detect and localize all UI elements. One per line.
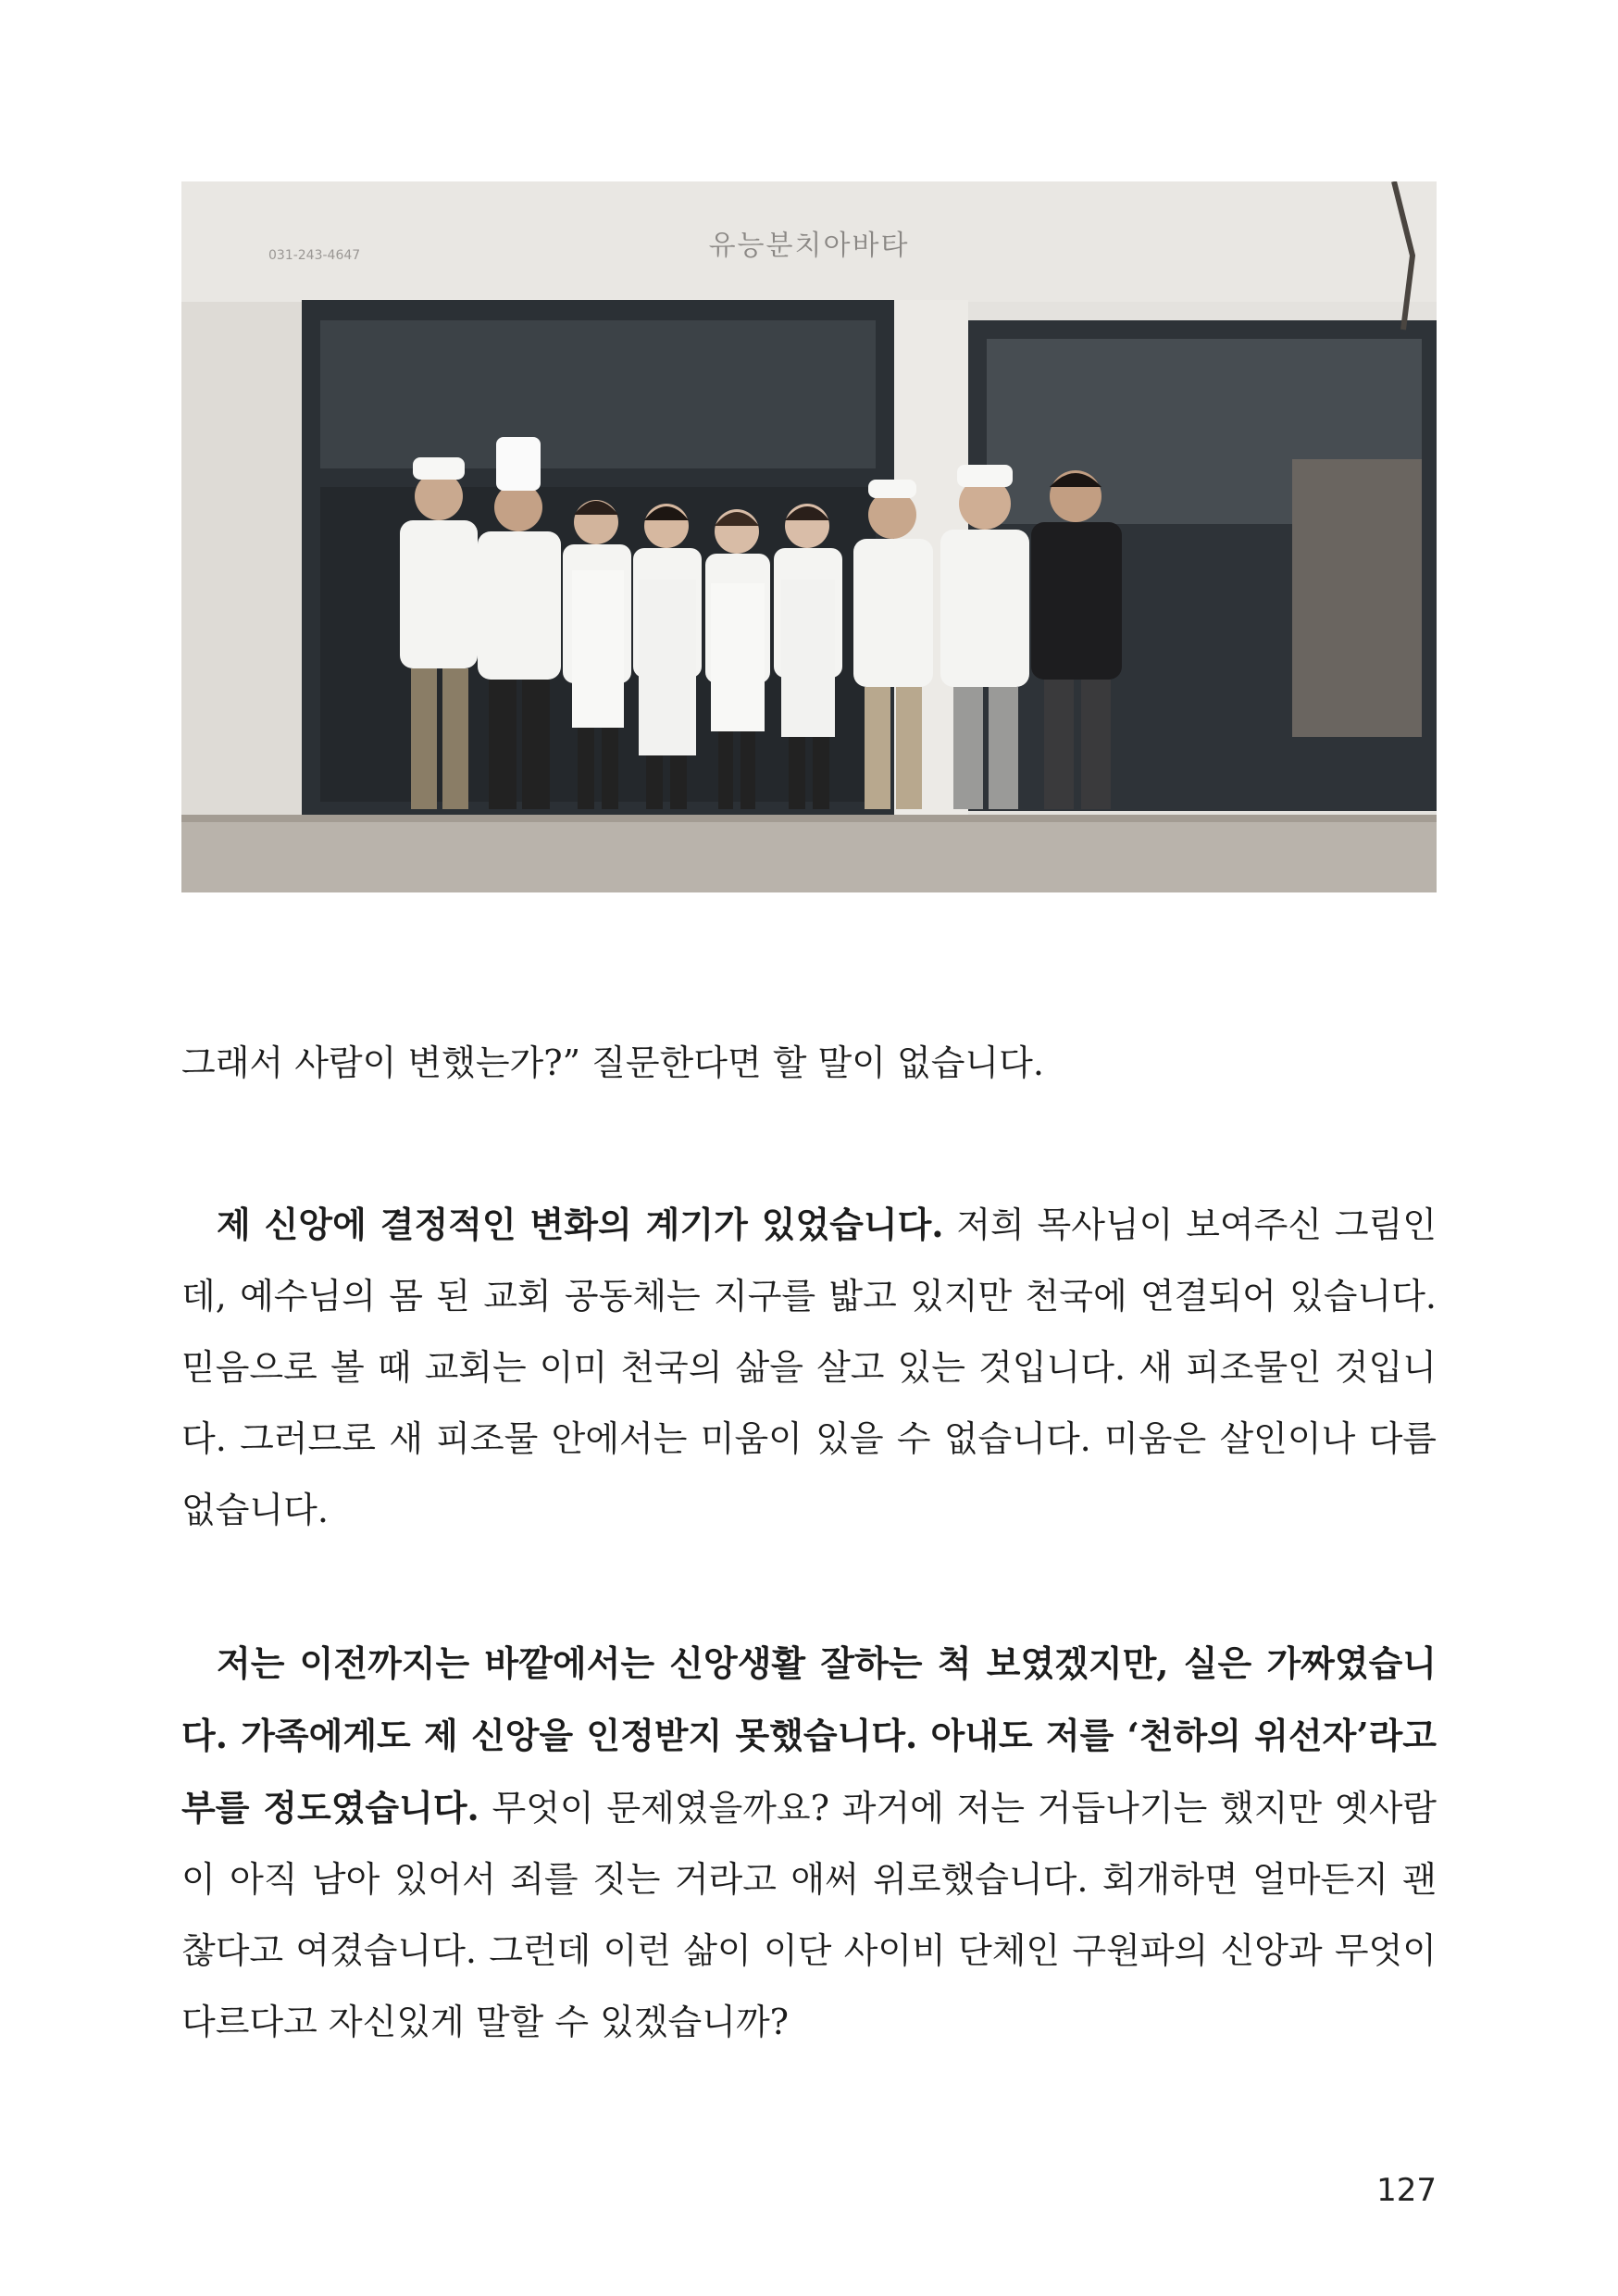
paragraph-2-bold: 제 신앙에 결정적인 변화의 계기가 있었습니다. [217, 1204, 944, 1245]
paragraph-1-text: 그래서 사람이 변했는가?” 질문한다면 할 말이 없습니다. [181, 1042, 1044, 1083]
store-phone-text: 031-243-4647 [268, 248, 361, 263]
paragraph-3-rest: 무엇이 문제였을까요? 과거에 저는 거듭나기는 했지만 옛사람이 아직 남아 있어서 죄를 짓는 거라고 애써 위로했습니다. 회개하면 얼마든지 괜찮다고 여겼습니다. 그런데 이런 삶이 이단 사이비 단체인 구원파의 신앙과 무엇이 다르다고 자신있게 말할 수 있겠습니까? [181, 1788, 1437, 2042]
store-sign-text: 유능분치아바타 [708, 230, 910, 262]
sidewalk [181, 815, 1437, 892]
paragraph-1 [181, 1028, 1437, 1099]
paragraph-2 [181, 1189, 1437, 1546]
group-photo [181, 181, 1437, 892]
photo-illustration [181, 181, 1437, 892]
paragraph-3-bold: 저는 이전까지는 바깥에서는 신앙생활 잘하는 척 보였겠지만, 실은 가짜였습니다. 가족에게도 제 신앙을 인정받지 못했습니다. 아내도 저를 ‘천하의 위선자’라고 부를 정도였습니다. [181, 1642, 1437, 1828]
page-number: 127 [1376, 2172, 1437, 2209]
paragraph-2-rest: 저희 목사님이 보여주신 그림인데, 예수님의 몸 된 교회 공동체는 지구를 밟고 있지만 천국에 연결되어 있습니다. 믿음으로 볼 때 교회는 이미 천국의 삶을 살고 있는 것입니다. 새 피조물인 것입니다. 그러므로 새 피조물 안에서는 미움이 있을 수 없습니다. 미움은 살인이나 다름없습니다. [181, 1204, 1437, 1530]
paragraph-3 [181, 1628, 1437, 2058]
